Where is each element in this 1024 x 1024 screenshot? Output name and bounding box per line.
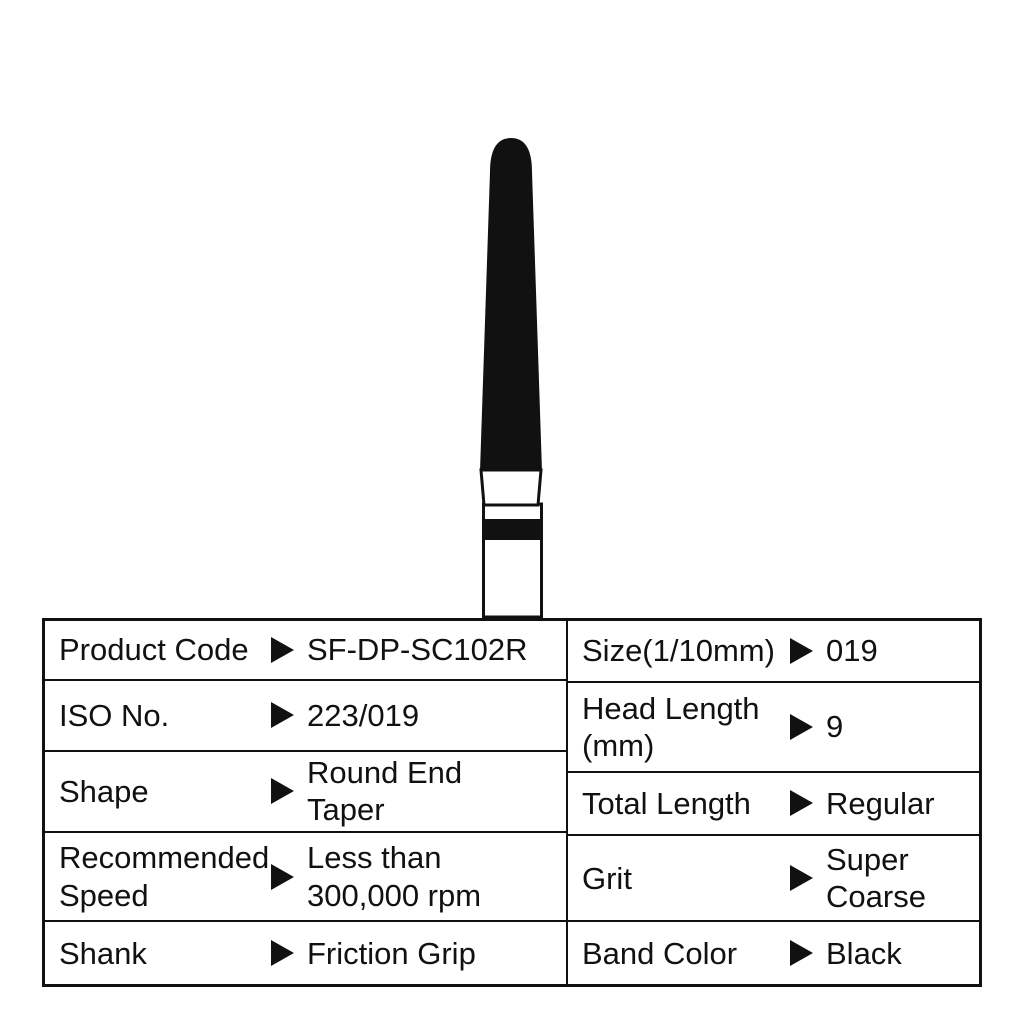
arrow-right-icon <box>790 940 813 966</box>
spec-row-head-length <box>568 681 979 772</box>
spec-label: Band Color <box>582 935 738 971</box>
spec-label: Grit <box>582 860 632 896</box>
arrow-right-icon <box>790 790 813 816</box>
spec-label: Head Length (mm) <box>582 690 760 763</box>
spec-value: Black <box>826 935 902 971</box>
spec-row-shank <box>45 920 566 984</box>
spec-value: Less than 300,000 rpm <box>307 840 482 913</box>
arrow-right-icon <box>271 702 294 728</box>
spec-value: 019 <box>826 633 878 669</box>
spec-value: Super Coarse <box>826 841 926 915</box>
spec-value: SF-DP-SC102R <box>307 632 528 668</box>
bur-neck <box>481 470 541 505</box>
spec-value: Regular <box>826 785 935 821</box>
spec-value: 223/019 <box>307 697 420 733</box>
arrow-right-icon <box>271 864 294 890</box>
bur-band <box>482 519 543 540</box>
arrow-right-icon <box>790 714 813 740</box>
spec-table-left-column <box>45 621 566 984</box>
spec-label: Total Length <box>582 785 751 821</box>
spec-row-recommended-speed <box>45 831 566 921</box>
spec-label: Recommended Speed <box>59 840 270 913</box>
spec-label: Shank <box>59 935 147 971</box>
spec-value: 9 <box>826 709 844 745</box>
spec-row-size <box>568 621 979 681</box>
spec-table <box>42 618 982 987</box>
spec-row-grit <box>568 834 979 921</box>
arrow-right-icon <box>271 778 294 804</box>
spec-label: Product Code <box>59 632 249 668</box>
arrow-right-icon <box>271 637 294 663</box>
bur-head <box>480 138 542 471</box>
spec-row-product-code <box>45 621 566 679</box>
arrow-right-icon <box>271 940 294 966</box>
spec-label: ISO No. <box>59 697 170 733</box>
arrow-right-icon <box>790 865 813 891</box>
spec-value: Friction Grip <box>307 935 476 971</box>
spec-table-right-column <box>566 621 979 984</box>
spec-row-total-length <box>568 771 979 834</box>
spec-label: Shape <box>59 773 149 809</box>
spec-label: Size(1/10mm) <box>582 633 775 669</box>
spec-row-shape <box>45 750 566 831</box>
spec-row-band-color <box>568 920 979 984</box>
arrow-right-icon <box>790 638 813 664</box>
spec-row-iso-no <box>45 679 566 750</box>
bur-illustration <box>455 128 575 623</box>
spec-value: Round End Taper <box>307 755 463 828</box>
